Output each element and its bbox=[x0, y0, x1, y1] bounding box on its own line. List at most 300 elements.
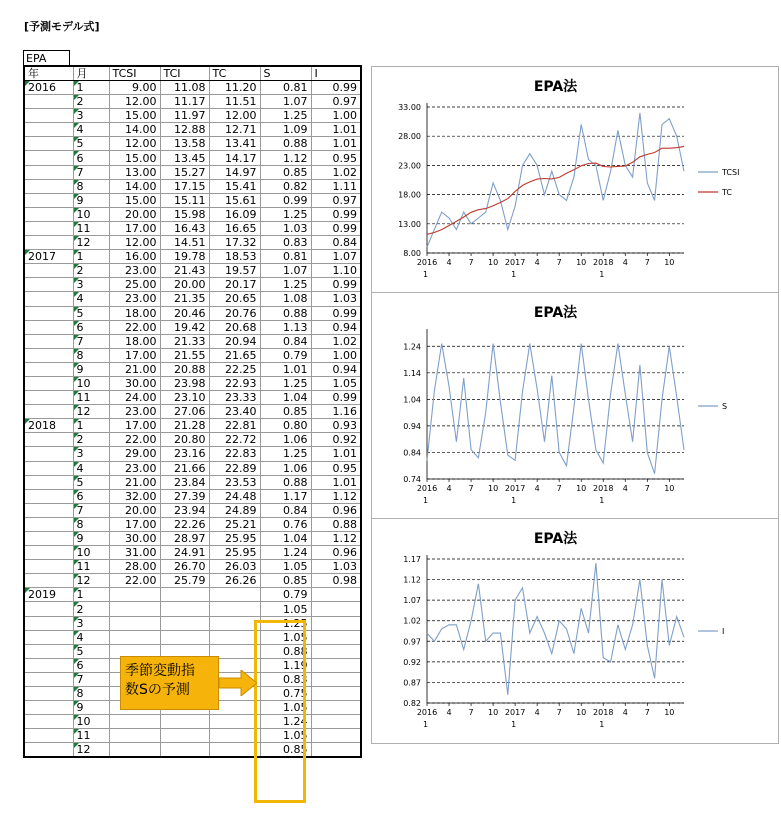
table-cell-tcsi[interactable]: 25.00 bbox=[109, 278, 160, 292]
table-cell-tci[interactable]: 26.70 bbox=[160, 560, 209, 574]
table-cell-year[interactable] bbox=[24, 447, 73, 461]
table-cell-i[interactable] bbox=[311, 630, 361, 644]
table-cell-i[interactable]: 0.92 bbox=[311, 433, 361, 447]
table-cell-tcsi[interactable]: 20.00 bbox=[109, 503, 160, 517]
table-cell-year[interactable] bbox=[24, 165, 73, 179]
table-cell-tcsi[interactable]: 32.00 bbox=[109, 489, 160, 503]
table-cell-tci[interactable]: 13.58 bbox=[160, 137, 209, 151]
table-cell-s[interactable]: 0.83 bbox=[260, 236, 311, 250]
table-cell-year[interactable] bbox=[24, 532, 73, 546]
table-cell-month[interactable]: 2 bbox=[73, 433, 109, 447]
table-cell-s[interactable]: 0.81 bbox=[260, 81, 311, 95]
header-s[interactable]: S bbox=[260, 66, 311, 81]
table-cell-year[interactable] bbox=[24, 362, 73, 376]
table-cell-tc[interactable]: 16.65 bbox=[209, 221, 260, 235]
table-cell-tci[interactable]: 15.27 bbox=[160, 165, 209, 179]
table-cell-i[interactable]: 0.95 bbox=[311, 151, 361, 165]
table-cell-year[interactable] bbox=[24, 658, 73, 672]
table-cell-i[interactable]: 0.97 bbox=[311, 193, 361, 207]
table-cell-s[interactable]: 1.05 bbox=[260, 602, 311, 616]
table-cell-month[interactable]: 3 bbox=[73, 447, 109, 461]
table-cell-tc[interactable] bbox=[209, 588, 260, 602]
table-cell-tci[interactable]: 19.42 bbox=[160, 320, 209, 334]
table-cell-tci[interactable]: 20.46 bbox=[160, 306, 209, 320]
table-cell-i[interactable]: 1.01 bbox=[311, 475, 361, 489]
table-cell-month[interactable]: 7 bbox=[73, 672, 109, 686]
table-cell-tc[interactable]: 23.53 bbox=[209, 475, 260, 489]
table-cell-i[interactable]: 1.12 bbox=[311, 532, 361, 546]
table-cell-tci[interactable]: 15.11 bbox=[160, 193, 209, 207]
table-cell-month[interactable]: 12 bbox=[73, 405, 109, 419]
table-cell-tci[interactable]: 23.84 bbox=[160, 475, 209, 489]
table-cell-year[interactable] bbox=[24, 236, 73, 250]
header-tc[interactable]: TC bbox=[209, 66, 260, 81]
table-cell-month[interactable]: 6 bbox=[73, 658, 109, 672]
header-tcsi[interactable]: TCSI bbox=[109, 66, 160, 81]
table-cell-s[interactable]: 0.88 bbox=[260, 475, 311, 489]
table-cell-year[interactable] bbox=[24, 179, 73, 193]
table-cell-tci[interactable]: 21.33 bbox=[160, 334, 209, 348]
table-cell-tcsi[interactable]: 22.00 bbox=[109, 320, 160, 334]
table-cell-tc[interactable]: 22.81 bbox=[209, 419, 260, 433]
table-cell-tci[interactable]: 20.00 bbox=[160, 278, 209, 292]
table-cell-tc[interactable] bbox=[209, 743, 260, 758]
table-cell-tc[interactable]: 20.68 bbox=[209, 320, 260, 334]
table-cell-i[interactable]: 1.16 bbox=[311, 405, 361, 419]
table-cell-tci[interactable]: 16.43 bbox=[160, 221, 209, 235]
table-cell-i[interactable]: 1.00 bbox=[311, 109, 361, 123]
table-cell-i[interactable] bbox=[311, 588, 361, 602]
table-cell-tci[interactable]: 25.79 bbox=[160, 574, 209, 588]
table-cell-tcsi[interactable] bbox=[109, 630, 160, 644]
table-cell-s[interactable]: 1.25 bbox=[260, 207, 311, 221]
table-cell-year[interactable] bbox=[24, 743, 73, 758]
table-cell-year[interactable] bbox=[24, 560, 73, 574]
table-cell-tcsi[interactable]: 17.00 bbox=[109, 221, 160, 235]
table-cell-month[interactable]: 10 bbox=[73, 207, 109, 221]
chart-tcsi-tc[interactable] bbox=[371, 66, 779, 294]
table-cell-month[interactable]: 3 bbox=[73, 278, 109, 292]
table-cell-tci[interactable]: 22.26 bbox=[160, 517, 209, 531]
table-cell-s[interactable]: 0.79 bbox=[260, 348, 311, 362]
table-cell-s[interactable]: 1.01 bbox=[260, 362, 311, 376]
table-cell-tcsi[interactable]: 21.00 bbox=[109, 362, 160, 376]
table-cell-tcsi[interactable]: 23.00 bbox=[109, 292, 160, 306]
table-cell-tcsi[interactable]: 9.00 bbox=[109, 81, 160, 95]
table-cell-i[interactable]: 0.93 bbox=[311, 419, 361, 433]
table-cell-tc[interactable]: 21.65 bbox=[209, 348, 260, 362]
table-cell-i[interactable]: 0.96 bbox=[311, 546, 361, 560]
table-cell-year[interactable] bbox=[24, 687, 73, 701]
table-cell-s[interactable]: 0.84 bbox=[260, 334, 311, 348]
table-cell-tci[interactable]: 19.78 bbox=[160, 250, 209, 264]
table-cell-s[interactable]: 1.07 bbox=[260, 264, 311, 278]
table-cell-month[interactable]: 7 bbox=[73, 165, 109, 179]
table-cell-tc[interactable]: 12.00 bbox=[209, 109, 260, 123]
table-cell-year[interactable] bbox=[24, 391, 73, 405]
table-cell-s[interactable]: 1.25 bbox=[260, 278, 311, 292]
table-cell-year[interactable] bbox=[24, 616, 73, 630]
table-cell-tci[interactable]: 17.15 bbox=[160, 179, 209, 193]
table-cell-tci[interactable]: 11.17 bbox=[160, 95, 209, 109]
table-cell-month[interactable]: 1 bbox=[73, 250, 109, 264]
table-cell-year[interactable] bbox=[24, 546, 73, 560]
table-cell-s[interactable]: 0.85 bbox=[260, 405, 311, 419]
table-cell-tci[interactable]: 28.97 bbox=[160, 532, 209, 546]
table-cell-tc[interactable]: 26.03 bbox=[209, 560, 260, 574]
table-cell-tci[interactable]: 15.98 bbox=[160, 207, 209, 221]
table-cell-s[interactable]: 1.05 bbox=[260, 560, 311, 574]
table-cell-tc[interactable]: 23.33 bbox=[209, 391, 260, 405]
table-cell-s[interactable]: 0.88 bbox=[260, 137, 311, 151]
table-cell-tc[interactable]: 11.20 bbox=[209, 81, 260, 95]
table-cell-month[interactable]: 7 bbox=[73, 334, 109, 348]
table-cell-tcsi[interactable]: 17.00 bbox=[109, 419, 160, 433]
table-cell-year[interactable] bbox=[24, 306, 73, 320]
table-cell-i[interactable]: 1.11 bbox=[311, 179, 361, 193]
table-cell-s[interactable]: 1.06 bbox=[260, 461, 311, 475]
table-cell-s[interactable]: 0.83 bbox=[260, 672, 311, 686]
table-cell-s[interactable]: 0.99 bbox=[260, 193, 311, 207]
table-cell-tc[interactable] bbox=[209, 630, 260, 644]
table-cell-i[interactable]: 0.95 bbox=[311, 461, 361, 475]
table-cell-tcsi[interactable] bbox=[109, 602, 160, 616]
table-cell-i[interactable] bbox=[311, 644, 361, 658]
table-cell-year[interactable]: 2017 bbox=[24, 250, 73, 264]
table-cell-month[interactable]: 1 bbox=[73, 419, 109, 433]
table-cell-s[interactable]: 1.12 bbox=[260, 151, 311, 165]
table-cell-year[interactable]: 2016 bbox=[24, 81, 73, 95]
chart-i[interactable] bbox=[371, 518, 779, 744]
table-cell-tc[interactable]: 13.41 bbox=[209, 137, 260, 151]
table-cell-tcsi[interactable]: 17.00 bbox=[109, 348, 160, 362]
table-cell-i[interactable]: 0.99 bbox=[311, 391, 361, 405]
table-cell-tci[interactable]: 23.94 bbox=[160, 503, 209, 517]
table-cell-i[interactable]: 1.01 bbox=[311, 137, 361, 151]
table-cell-s[interactable]: 0.79 bbox=[260, 588, 311, 602]
table-cell-tci[interactable]: 21.43 bbox=[160, 264, 209, 278]
table-cell-month[interactable]: 2 bbox=[73, 95, 109, 109]
table-cell-s[interactable]: 0.80 bbox=[260, 419, 311, 433]
table-cell-tcsi[interactable]: 12.00 bbox=[109, 137, 160, 151]
table-cell-tci[interactable] bbox=[160, 630, 209, 644]
table-cell-tc[interactable]: 14.17 bbox=[209, 151, 260, 165]
table-cell-tci[interactable]: 21.35 bbox=[160, 292, 209, 306]
table-cell-tcsi[interactable]: 12.00 bbox=[109, 95, 160, 109]
table-cell-month[interactable]: 3 bbox=[73, 616, 109, 630]
table-cell-tc[interactable]: 22.72 bbox=[209, 433, 260, 447]
table-cell-i[interactable] bbox=[311, 715, 361, 729]
table-cell-tci[interactable]: 20.88 bbox=[160, 362, 209, 376]
table-cell-year[interactable] bbox=[24, 221, 73, 235]
table-cell-i[interactable]: 0.98 bbox=[311, 574, 361, 588]
table-cell-i[interactable]: 0.94 bbox=[311, 362, 361, 376]
table-cell-i[interactable]: 1.07 bbox=[311, 250, 361, 264]
table-cell-s[interactable]: 1.24 bbox=[260, 715, 311, 729]
table-cell-s[interactable]: 0.88 bbox=[260, 306, 311, 320]
table-cell-tci[interactable]: 21.28 bbox=[160, 419, 209, 433]
table-cell-month[interactable]: 7 bbox=[73, 503, 109, 517]
table-cell-tc[interactable]: 12.71 bbox=[209, 123, 260, 137]
table-cell-tcsi[interactable]: 23.00 bbox=[109, 264, 160, 278]
table-cell-tci[interactable] bbox=[160, 588, 209, 602]
table-cell-i[interactable]: 0.99 bbox=[311, 221, 361, 235]
table-cell-s[interactable]: 0.85 bbox=[260, 743, 311, 758]
table-cell-s[interactable]: 1.05 bbox=[260, 630, 311, 644]
table-cell-tc[interactable]: 20.17 bbox=[209, 278, 260, 292]
table-cell-tci[interactable]: 11.08 bbox=[160, 81, 209, 95]
table-cell-tc[interactable]: 17.32 bbox=[209, 236, 260, 250]
table-cell-tc[interactable]: 23.40 bbox=[209, 405, 260, 419]
table-cell-i[interactable] bbox=[311, 687, 361, 701]
table-cell-month[interactable]: 4 bbox=[73, 630, 109, 644]
table-cell-i[interactable]: 1.01 bbox=[311, 447, 361, 461]
table-cell-i[interactable] bbox=[311, 672, 361, 686]
table-cell-month[interactable]: 12 bbox=[73, 236, 109, 250]
table-cell-month[interactable]: 10 bbox=[73, 715, 109, 729]
table-cell-tc[interactable] bbox=[209, 602, 260, 616]
table-cell-s[interactable]: 1.05 bbox=[260, 701, 311, 715]
table-cell-tcsi[interactable]: 28.00 bbox=[109, 560, 160, 574]
table-cell-month[interactable]: 11 bbox=[73, 221, 109, 235]
table-cell-tcsi[interactable] bbox=[109, 588, 160, 602]
table-cell-tcsi[interactable] bbox=[109, 616, 160, 630]
table-cell-tcsi[interactable]: 22.00 bbox=[109, 433, 160, 447]
table-cell-tcsi[interactable]: 29.00 bbox=[109, 447, 160, 461]
table-cell-year[interactable] bbox=[24, 151, 73, 165]
table-cell-tc[interactable]: 20.65 bbox=[209, 292, 260, 306]
table-cell-i[interactable]: 0.96 bbox=[311, 503, 361, 517]
table-cell-tcsi[interactable]: 24.00 bbox=[109, 391, 160, 405]
table-cell-tc[interactable] bbox=[209, 616, 260, 630]
table-cell-tcsi[interactable]: 14.00 bbox=[109, 179, 160, 193]
header-i[interactable]: I bbox=[311, 66, 361, 81]
table-cell-month[interactable]: 9 bbox=[73, 532, 109, 546]
table-cell-year[interactable]: 2019 bbox=[24, 588, 73, 602]
table-cell-tcsi[interactable] bbox=[109, 715, 160, 729]
table-cell-tcsi[interactable]: 30.00 bbox=[109, 532, 160, 546]
table-cell-tci[interactable] bbox=[160, 729, 209, 743]
table-cell-tcsi[interactable]: 20.00 bbox=[109, 207, 160, 221]
table-cell-year[interactable]: 2018 bbox=[24, 419, 73, 433]
table-cell-tci[interactable]: 24.91 bbox=[160, 546, 209, 560]
table-cell-i[interactable]: 1.03 bbox=[311, 292, 361, 306]
table-cell-i[interactable] bbox=[311, 616, 361, 630]
table-cell-month[interactable]: 4 bbox=[73, 123, 109, 137]
table-cell-tci[interactable]: 13.45 bbox=[160, 151, 209, 165]
table-cell-s[interactable]: 1.13 bbox=[260, 320, 311, 334]
table-cell-year[interactable] bbox=[24, 574, 73, 588]
table-cell-s[interactable]: 1.08 bbox=[260, 292, 311, 306]
table-cell-year[interactable] bbox=[24, 475, 73, 489]
table-cell-i[interactable]: 0.84 bbox=[311, 236, 361, 250]
table-cell-month[interactable]: 8 bbox=[73, 687, 109, 701]
table-cell-tcsi[interactable]: 14.00 bbox=[109, 123, 160, 137]
table-cell-s[interactable]: 0.76 bbox=[260, 517, 311, 531]
table-cell-month[interactable]: 2 bbox=[73, 602, 109, 616]
table-cell-i[interactable] bbox=[311, 729, 361, 743]
table-cell-s[interactable]: 0.84 bbox=[260, 503, 311, 517]
table-cell-tcsi[interactable]: 15.00 bbox=[109, 193, 160, 207]
table-cell-month[interactable]: 11 bbox=[73, 391, 109, 405]
table-cell-tcsi[interactable]: 15.00 bbox=[109, 109, 160, 123]
table-cell-s[interactable]: 0.85 bbox=[260, 574, 311, 588]
table-cell-s[interactable]: 1.19 bbox=[260, 658, 311, 672]
table-cell-tci[interactable] bbox=[160, 743, 209, 758]
table-cell-tci[interactable]: 14.51 bbox=[160, 236, 209, 250]
table-cell-month[interactable]: 8 bbox=[73, 517, 109, 531]
table-cell-tci[interactable] bbox=[160, 602, 209, 616]
table-cell-year[interactable] bbox=[24, 433, 73, 447]
table-cell-s[interactable]: 1.04 bbox=[260, 532, 311, 546]
table-cell-year[interactable] bbox=[24, 672, 73, 686]
table-cell-year[interactable] bbox=[24, 292, 73, 306]
table-cell-year[interactable] bbox=[24, 489, 73, 503]
table-cell-tcsi[interactable] bbox=[109, 729, 160, 743]
table-cell-tcsi[interactable]: 23.00 bbox=[109, 405, 160, 419]
table-cell-month[interactable]: 4 bbox=[73, 292, 109, 306]
table-cell-month[interactable]: 5 bbox=[73, 644, 109, 658]
table-cell-tc[interactable]: 25.95 bbox=[209, 532, 260, 546]
table-cell-s[interactable]: 0.85 bbox=[260, 165, 311, 179]
table-cell-s[interactable]: 1.03 bbox=[260, 221, 311, 235]
table-cell-year[interactable] bbox=[24, 109, 73, 123]
table-cell-s[interactable]: 1.05 bbox=[260, 729, 311, 743]
table-cell-i[interactable]: 1.00 bbox=[311, 348, 361, 362]
table-cell-tc[interactable]: 22.89 bbox=[209, 461, 260, 475]
table-cell-tci[interactable]: 21.66 bbox=[160, 461, 209, 475]
table-cell-tc[interactable]: 11.51 bbox=[209, 95, 260, 109]
table-cell-s[interactable]: 1.06 bbox=[260, 433, 311, 447]
table-cell-i[interactable]: 0.99 bbox=[311, 278, 361, 292]
table-cell-tcsi[interactable]: 13.00 bbox=[109, 165, 160, 179]
table-cell-tc[interactable]: 16.09 bbox=[209, 207, 260, 221]
table-cell-i[interactable]: 1.02 bbox=[311, 334, 361, 348]
table-cell-s[interactable]: 1.25 bbox=[260, 447, 311, 461]
table-cell-tcsi[interactable]: 22.00 bbox=[109, 574, 160, 588]
table-cell-month[interactable]: 5 bbox=[73, 306, 109, 320]
table-cell-tcsi[interactable]: 18.00 bbox=[109, 306, 160, 320]
table-cell-year[interactable] bbox=[24, 644, 73, 658]
table-cell-year[interactable] bbox=[24, 630, 73, 644]
table-cell-tc[interactable]: 22.93 bbox=[209, 376, 260, 390]
table-cell-i[interactable]: 1.01 bbox=[311, 123, 361, 137]
table-cell-year[interactable] bbox=[24, 405, 73, 419]
table-cell-s[interactable]: 0.82 bbox=[260, 179, 311, 193]
table-cell-tci[interactable]: 20.80 bbox=[160, 433, 209, 447]
table-cell-month[interactable]: 8 bbox=[73, 348, 109, 362]
table-cell-year[interactable] bbox=[24, 207, 73, 221]
table-cell-tcsi[interactable]: 12.00 bbox=[109, 236, 160, 250]
table-cell-year[interactable] bbox=[24, 729, 73, 743]
table-cell-s[interactable]: 0.81 bbox=[260, 250, 311, 264]
table-cell-tc[interactable] bbox=[209, 715, 260, 729]
table-cell-i[interactable]: 0.97 bbox=[311, 95, 361, 109]
table-cell-i[interactable] bbox=[311, 602, 361, 616]
table-cell-month[interactable]: 6 bbox=[73, 151, 109, 165]
header-tci[interactable]: TCI bbox=[160, 66, 209, 81]
table-cell-month[interactable]: 12 bbox=[73, 743, 109, 758]
table-cell-i[interactable]: 1.02 bbox=[311, 165, 361, 179]
table-cell-year[interactable] bbox=[24, 320, 73, 334]
table-cell-year[interactable] bbox=[24, 503, 73, 517]
table-cell-tc[interactable]: 25.21 bbox=[209, 517, 260, 531]
epa-label-cell[interactable]: EPA bbox=[23, 50, 70, 66]
table-cell-month[interactable]: 11 bbox=[73, 560, 109, 574]
table-cell-month[interactable]: 2 bbox=[73, 264, 109, 278]
table-cell-month[interactable]: 9 bbox=[73, 701, 109, 715]
table-cell-tcsi[interactable]: 15.00 bbox=[109, 151, 160, 165]
table-cell-tci[interactable]: 11.97 bbox=[160, 109, 209, 123]
table-cell-year[interactable] bbox=[24, 95, 73, 109]
table-cell-tci[interactable] bbox=[160, 715, 209, 729]
table-cell-tci[interactable]: 23.10 bbox=[160, 391, 209, 405]
table-cell-s[interactable]: 1.17 bbox=[260, 489, 311, 503]
table-cell-tc[interactable]: 15.41 bbox=[209, 179, 260, 193]
table-cell-tcsi[interactable]: 30.00 bbox=[109, 376, 160, 390]
table-cell-tc[interactable]: 15.61 bbox=[209, 193, 260, 207]
table-cell-tci[interactable]: 27.06 bbox=[160, 405, 209, 419]
table-cell-year[interactable] bbox=[24, 461, 73, 475]
table-cell-tc[interactable]: 24.48 bbox=[209, 489, 260, 503]
table-cell-s[interactable]: 1.07 bbox=[260, 95, 311, 109]
table-cell-month[interactable]: 12 bbox=[73, 574, 109, 588]
table-cell-tcsi[interactable]: 21.00 bbox=[109, 475, 160, 489]
table-cell-i[interactable] bbox=[311, 658, 361, 672]
table-cell-month[interactable]: 5 bbox=[73, 137, 109, 151]
table-cell-year[interactable] bbox=[24, 715, 73, 729]
table-cell-tc[interactable]: 19.57 bbox=[209, 264, 260, 278]
table-cell-tci[interactable]: 21.55 bbox=[160, 348, 209, 362]
table-cell-i[interactable] bbox=[311, 743, 361, 758]
table-cell-month[interactable]: 1 bbox=[73, 81, 109, 95]
table-cell-month[interactable]: 8 bbox=[73, 179, 109, 193]
table-cell-s[interactable]: 1.25 bbox=[260, 616, 311, 630]
table-cell-tcsi[interactable] bbox=[109, 743, 160, 758]
table-cell-month[interactable]: 6 bbox=[73, 320, 109, 334]
table-cell-s[interactable]: 1.04 bbox=[260, 391, 311, 405]
table-cell-tcsi[interactable]: 23.00 bbox=[109, 461, 160, 475]
table-cell-year[interactable] bbox=[24, 376, 73, 390]
table-cell-i[interactable]: 1.05 bbox=[311, 376, 361, 390]
table-cell-month[interactable]: 4 bbox=[73, 461, 109, 475]
table-cell-i[interactable]: 0.99 bbox=[311, 81, 361, 95]
table-cell-s[interactable]: 1.24 bbox=[260, 546, 311, 560]
table-cell-year[interactable] bbox=[24, 348, 73, 362]
table-cell-i[interactable]: 0.94 bbox=[311, 320, 361, 334]
table-cell-year[interactable] bbox=[24, 701, 73, 715]
table-cell-s[interactable]: 1.25 bbox=[260, 109, 311, 123]
table-cell-tci[interactable] bbox=[160, 616, 209, 630]
table-cell-tc[interactable]: 20.94 bbox=[209, 334, 260, 348]
table-cell-i[interactable]: 1.03 bbox=[311, 560, 361, 574]
table-cell-s[interactable]: 1.25 bbox=[260, 376, 311, 390]
table-cell-i[interactable]: 1.10 bbox=[311, 264, 361, 278]
table-cell-tcsi[interactable]: 16.00 bbox=[109, 250, 160, 264]
table-cell-tci[interactable]: 27.39 bbox=[160, 489, 209, 503]
table-cell-tc[interactable] bbox=[209, 729, 260, 743]
table-cell-tci[interactable]: 23.98 bbox=[160, 376, 209, 390]
table-cell-year[interactable] bbox=[24, 137, 73, 151]
table-cell-tcsi[interactable]: 18.00 bbox=[109, 334, 160, 348]
table-cell-year[interactable] bbox=[24, 334, 73, 348]
table-cell-year[interactable] bbox=[24, 193, 73, 207]
table-cell-tc[interactable]: 22.83 bbox=[209, 447, 260, 461]
table-cell-month[interactable]: 11 bbox=[73, 729, 109, 743]
table-cell-tci[interactable]: 12.88 bbox=[160, 123, 209, 137]
table-cell-tcsi[interactable]: 31.00 bbox=[109, 546, 160, 560]
table-cell-month[interactable]: 5 bbox=[73, 475, 109, 489]
